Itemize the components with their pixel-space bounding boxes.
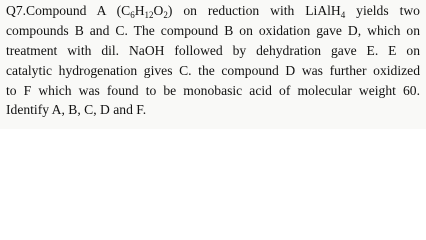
- line-1-tail: yields two: [345, 3, 420, 18]
- question-line-1: [6, 2, 420, 20]
- carbon-subscript: 6: [130, 10, 135, 20]
- hydrogen-subscript: 12: [144, 10, 154, 20]
- formula-lead: Compound A (C: [26, 3, 131, 18]
- question-line-2: compounds B and C. The compound B on oxidation gave D, which on: [6, 23, 420, 38]
- hydrogen-symbol: H: [134, 3, 145, 18]
- oxygen-symbol: O: [153, 3, 164, 18]
- reagent-text: ) on reduction with LiAlH: [167, 3, 341, 18]
- question-line-4: catalytic hydrogenation gives C. the compound D was further oxidized: [6, 63, 420, 78]
- question-number: Q7.: [6, 3, 27, 18]
- question-line-3: treatment with dil. NaOH followed by dehydration gave E. E on: [6, 43, 420, 58]
- reagent-subscript: 4: [340, 10, 346, 20]
- oxygen-subscript: 2: [163, 10, 168, 20]
- question-line-6: Identify A, B, C, D and F.: [6, 102, 147, 117]
- question-line-5: to F which was found to be monobasic acid of molecular weight 60.: [6, 83, 420, 98]
